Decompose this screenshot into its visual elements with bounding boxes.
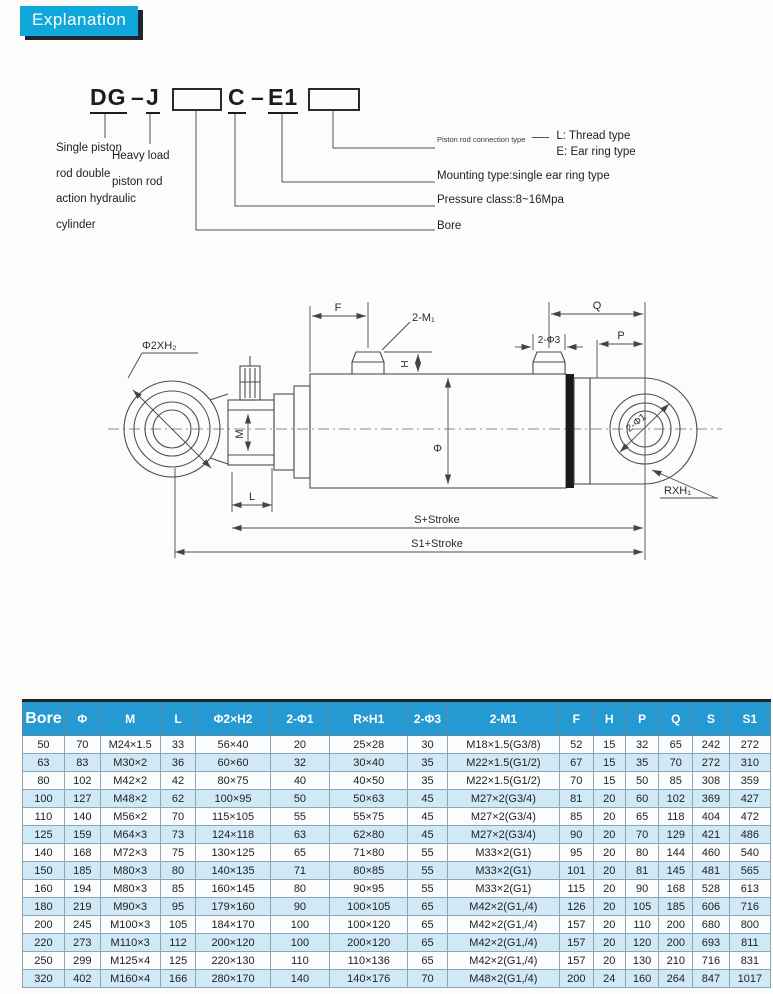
table-cell: 460 xyxy=(693,844,730,862)
table-row xyxy=(23,862,771,880)
table-cell: 70 xyxy=(160,808,196,826)
table-cell: 130×125 xyxy=(196,844,270,862)
table-cell: M22×1.5(G1/2) xyxy=(447,772,559,790)
table-cell: 359 xyxy=(729,772,770,790)
table-cell: 81 xyxy=(559,790,593,808)
table-cell: 242 xyxy=(693,736,730,754)
table-row xyxy=(23,916,771,934)
table-cell: M42×2(G1,/4) xyxy=(447,916,559,934)
table-cell: 320 xyxy=(23,970,65,988)
table-cell: 847 xyxy=(693,970,730,988)
table-cell: 20 xyxy=(593,952,625,970)
table-cell: 105 xyxy=(160,916,196,934)
code-pressure-class: C xyxy=(228,84,246,114)
table-cell: 63 xyxy=(23,754,65,772)
table-cell: 472 xyxy=(729,808,770,826)
table-cell: 45 xyxy=(408,826,448,844)
table-cell: 486 xyxy=(729,826,770,844)
column-header: R×H1 xyxy=(330,701,408,736)
dim-label-s-stroke: S+Stroke xyxy=(414,514,460,526)
table-cell: M80×3 xyxy=(100,880,160,898)
table-cell: 100 xyxy=(23,790,65,808)
table-cell: M33×2(G1) xyxy=(447,880,559,898)
table-cell: 73 xyxy=(160,826,196,844)
table-cell: 60 xyxy=(625,790,659,808)
table-cell: 264 xyxy=(659,970,693,988)
table-cell: 299 xyxy=(64,952,100,970)
dim-label-2phi3: 2-Φ3 xyxy=(537,335,561,346)
table-cell: 52 xyxy=(559,736,593,754)
table-cell: 90 xyxy=(559,826,593,844)
table-cell: 124×118 xyxy=(196,826,270,844)
table-cell: 716 xyxy=(693,952,730,970)
table-cell: 40 xyxy=(270,772,330,790)
table-cell: 20 xyxy=(593,880,625,898)
table-cell: 125 xyxy=(23,826,65,844)
table-row xyxy=(23,736,771,754)
table-cell: 200×120 xyxy=(196,934,270,952)
table-cell: 55 xyxy=(270,808,330,826)
table-cell: 80 xyxy=(625,844,659,862)
table-cell: 56×40 xyxy=(196,736,270,754)
dim-label-phi: Φ xyxy=(433,443,442,455)
dim-label-p: P xyxy=(617,330,625,342)
table-cell: 540 xyxy=(729,844,770,862)
table-cell: 65 xyxy=(659,736,693,754)
column-header: 2-M1 xyxy=(447,701,559,736)
table-cell: 75 xyxy=(160,844,196,862)
table-cell: 160 xyxy=(625,970,659,988)
table-cell: M33×2(G1) xyxy=(447,862,559,880)
table-cell: 67 xyxy=(559,754,593,772)
table-cell: 127 xyxy=(64,790,100,808)
table-cell: 50 xyxy=(270,790,330,808)
table-cell: 110 xyxy=(23,808,65,826)
table-cell: 55 xyxy=(408,844,448,862)
table-cell: M30×2 xyxy=(100,754,160,772)
table-cell: 85 xyxy=(559,808,593,826)
table-cell: 55 xyxy=(408,862,448,880)
table-cell: 800 xyxy=(729,916,770,934)
dimensions-table-wrap xyxy=(22,699,771,988)
table-cell: 20 xyxy=(593,808,625,826)
table-cell: 140×135 xyxy=(196,862,270,880)
table-cell: M24×1.5 xyxy=(100,736,160,754)
table-cell: 168 xyxy=(659,880,693,898)
table-cell: 402 xyxy=(64,970,100,988)
table-cell: 831 xyxy=(729,952,770,970)
table-cell: 24 xyxy=(593,970,625,988)
table-row xyxy=(23,898,771,916)
code-bore-box xyxy=(172,88,222,111)
label-rod-connection: Piston rod connection type xyxy=(437,135,526,144)
table-cell: 70 xyxy=(64,736,100,754)
table-cell: 45 xyxy=(408,790,448,808)
dim-label-2m1: 2-M₁ xyxy=(412,312,435,324)
table-row xyxy=(23,754,771,772)
table-cell: 245 xyxy=(64,916,100,934)
table-cell: 200 xyxy=(659,934,693,952)
code-series: DG xyxy=(90,84,127,114)
table-cell: 210 xyxy=(659,952,693,970)
table-cell: 32 xyxy=(270,754,330,772)
table-cell: 70 xyxy=(625,826,659,844)
label-pressure: Pressure class:8~16Mpa xyxy=(437,194,564,206)
table-cell: 102 xyxy=(659,790,693,808)
table-row xyxy=(23,790,771,808)
column-header: S1 xyxy=(729,701,770,736)
table-cell: 20 xyxy=(593,898,625,916)
table-cell: 55×75 xyxy=(330,808,408,826)
table-cell: 50×63 xyxy=(330,790,408,808)
table-cell: 80×85 xyxy=(330,862,408,880)
table-cell: 1017 xyxy=(729,970,770,988)
table-cell: 118 xyxy=(659,808,693,826)
table-cell: 101 xyxy=(559,862,593,880)
table-row xyxy=(23,934,771,952)
table-cell: 125 xyxy=(160,952,196,970)
table-cell: 40×50 xyxy=(330,772,408,790)
label-line: rod double xyxy=(56,167,111,180)
table-cell: 95 xyxy=(160,898,196,916)
table-cell: 30×40 xyxy=(330,754,408,772)
column-header: 2-Φ3 xyxy=(408,701,448,736)
column-header: Q xyxy=(659,701,693,736)
table-cell: 140 xyxy=(23,844,65,862)
label-connection-options xyxy=(556,128,635,160)
explanation-badge: Explanation xyxy=(20,6,138,36)
table-cell: M90×3 xyxy=(100,898,160,916)
table-cell: M64×3 xyxy=(100,826,160,844)
table-cell: 272 xyxy=(729,736,770,754)
dim-label-q: Q xyxy=(592,300,602,312)
table-cell: 115×105 xyxy=(196,808,270,826)
table-cell: 168 xyxy=(64,844,100,862)
table-cell: 130 xyxy=(625,952,659,970)
table-cell: M125×4 xyxy=(100,952,160,970)
table-cell: 60×60 xyxy=(196,754,270,772)
table-cell: 102 xyxy=(64,772,100,790)
table-cell: 100 xyxy=(270,916,330,934)
table-cell: M48×2 xyxy=(100,790,160,808)
table-cell: 120 xyxy=(625,934,659,952)
table-cell: 150 xyxy=(23,862,65,880)
table-cell: 157 xyxy=(559,916,593,934)
table-row xyxy=(23,970,771,988)
table-cell: M42×2(G1,/4) xyxy=(447,952,559,970)
code-dash-1: – xyxy=(131,84,145,110)
table-cell: 20 xyxy=(270,736,330,754)
table-cell: 45 xyxy=(408,808,448,826)
table-cell: M160×4 xyxy=(100,970,160,988)
column-header: F xyxy=(559,701,593,736)
table-cell: 427 xyxy=(729,790,770,808)
table-cell: 481 xyxy=(693,862,730,880)
table-row xyxy=(23,772,771,790)
label-heavy-load xyxy=(112,143,170,195)
table-row xyxy=(23,844,771,862)
table-cell: 100×105 xyxy=(330,898,408,916)
table-cell: 369 xyxy=(693,790,730,808)
table-cell: 219 xyxy=(64,898,100,916)
table-cell: 33 xyxy=(160,736,196,754)
table-cell: 63 xyxy=(270,826,330,844)
table-cell: 62 xyxy=(160,790,196,808)
dim-label-2phi1: 2-Φ1 xyxy=(624,411,649,435)
label-line: Single piston xyxy=(56,142,122,154)
table-cell: 95 xyxy=(559,844,593,862)
column-header: M xyxy=(100,701,160,736)
table-cell: 716 xyxy=(729,898,770,916)
table-cell: 421 xyxy=(693,826,730,844)
table-cell: 20 xyxy=(593,934,625,952)
table-cell: 115 xyxy=(559,880,593,898)
label-ear-ring-type: E: Ear ring type xyxy=(556,146,636,158)
table-cell: 36 xyxy=(160,754,196,772)
table-cell: 15 xyxy=(593,754,625,772)
table-cell: 42 xyxy=(160,772,196,790)
table-cell: 20 xyxy=(593,790,625,808)
table-cell: 70 xyxy=(659,754,693,772)
table-cell: 308 xyxy=(693,772,730,790)
table-cell: M42×2(G1,/4) xyxy=(447,898,559,916)
table-row xyxy=(23,880,771,898)
table-cell: 71×80 xyxy=(330,844,408,862)
column-header: P xyxy=(625,701,659,736)
table-cell: 160×145 xyxy=(196,880,270,898)
column-header: H xyxy=(593,701,625,736)
table-cell: M72×3 xyxy=(100,844,160,862)
table-cell: 81 xyxy=(625,862,659,880)
table-cell: 20 xyxy=(593,862,625,880)
table-cell: M42×2 xyxy=(100,772,160,790)
dim-label-phi2xh2: Φ2XH₂ xyxy=(142,340,177,352)
table-cell: 65 xyxy=(270,844,330,862)
table-cell: 200×120 xyxy=(330,934,408,952)
column-header: L xyxy=(160,701,196,736)
table-cell: 85 xyxy=(160,880,196,898)
table-cell: 70 xyxy=(559,772,593,790)
table-cell: 110 xyxy=(625,916,659,934)
label-rod-connection-group xyxy=(437,128,636,160)
table-cell: 404 xyxy=(693,808,730,826)
table-cell: 606 xyxy=(693,898,730,916)
table-cell: M48×2(G1,/4) xyxy=(447,970,559,988)
table-cell: 528 xyxy=(693,880,730,898)
table-cell: 65 xyxy=(625,808,659,826)
table-cell: 25×28 xyxy=(330,736,408,754)
label-line: piston rod xyxy=(112,176,163,188)
table-cell: 90×95 xyxy=(330,880,408,898)
table-cell: 30 xyxy=(408,736,448,754)
table-cell: M80×3 xyxy=(100,862,160,880)
table-cell: 145 xyxy=(659,862,693,880)
column-header: S xyxy=(693,701,730,736)
table-cell: M27×2(G3/4) xyxy=(447,826,559,844)
dim-label-f: F xyxy=(334,302,342,314)
cylinder-outline xyxy=(124,352,697,488)
table-cell: 83 xyxy=(64,754,100,772)
table-cell: 200 xyxy=(23,916,65,934)
dimensions-table-body xyxy=(23,736,771,988)
table-cell: 220×130 xyxy=(196,952,270,970)
table-cell: 80 xyxy=(270,880,330,898)
table-cell: 35 xyxy=(408,772,448,790)
table-cell: 100×120 xyxy=(330,916,408,934)
table-cell: 110×136 xyxy=(330,952,408,970)
table-cell: 179×160 xyxy=(196,898,270,916)
table-cell: 32 xyxy=(625,736,659,754)
table-row xyxy=(23,808,771,826)
dash-line xyxy=(532,137,549,138)
table-cell: 71 xyxy=(270,862,330,880)
table-cell: 62×80 xyxy=(330,826,408,844)
table-cell: 180 xyxy=(23,898,65,916)
table-cell: 20 xyxy=(593,916,625,934)
table-row xyxy=(23,952,771,970)
table-cell: M27×2(G3/4) xyxy=(447,808,559,826)
dim-label-h: H xyxy=(400,360,411,368)
table-cell: 35 xyxy=(408,754,448,772)
table-cell: 185 xyxy=(659,898,693,916)
table-cell: 613 xyxy=(729,880,770,898)
table-header-row xyxy=(23,701,771,736)
table-cell: 55 xyxy=(408,880,448,898)
table-cell: 65 xyxy=(408,934,448,952)
table-cell: 110 xyxy=(270,952,330,970)
label-line: action hydraulic xyxy=(56,193,136,205)
table-cell: 70 xyxy=(408,970,448,988)
table-cell: 90 xyxy=(625,880,659,898)
table-cell: 105 xyxy=(625,898,659,916)
code-dash-2: – xyxy=(251,84,265,110)
table-cell: 680 xyxy=(693,916,730,934)
table-cell: 272 xyxy=(693,754,730,772)
column-header: Φ xyxy=(64,701,100,736)
label-thread-type: L: Thread type xyxy=(556,130,631,142)
table-cell: 273 xyxy=(64,934,100,952)
code-rod-connection-box xyxy=(308,88,360,111)
table-cell: 200 xyxy=(659,916,693,934)
table-cell: 50 xyxy=(23,736,65,754)
table-cell: 90 xyxy=(270,898,330,916)
table-cell: 20 xyxy=(593,826,625,844)
dim-label-m: M xyxy=(234,429,246,439)
table-cell: 20 xyxy=(593,844,625,862)
dim-label-s1-stroke: S1+Stroke xyxy=(411,538,463,550)
table-cell: M42×2(G1,/4) xyxy=(447,934,559,952)
table-cell: 166 xyxy=(160,970,196,988)
table-cell: 160 xyxy=(23,880,65,898)
table-cell: 100×95 xyxy=(196,790,270,808)
table-cell: 15 xyxy=(593,772,625,790)
table-cell: M22×1.5(G1/2) xyxy=(447,754,559,772)
label-mounting: Mounting type:single ear ring type xyxy=(437,170,610,182)
code-heavy-load: J xyxy=(146,84,160,114)
table-cell: 250 xyxy=(23,952,65,970)
table-cell: 129 xyxy=(659,826,693,844)
label-line: cylinder xyxy=(56,218,96,231)
table-cell: 112 xyxy=(160,934,196,952)
table-cell: M100×3 xyxy=(100,916,160,934)
table-cell: 65 xyxy=(408,952,448,970)
table-cell: 157 xyxy=(559,934,593,952)
table-cell: 35 xyxy=(625,754,659,772)
table-cell: 157 xyxy=(559,952,593,970)
table-cell: 185 xyxy=(64,862,100,880)
table-cell: 184×170 xyxy=(196,916,270,934)
table-cell: 65 xyxy=(408,898,448,916)
table-cell: 50 xyxy=(625,772,659,790)
table-cell: M33×2(G1) xyxy=(447,844,559,862)
table-cell: M56×2 xyxy=(100,808,160,826)
table-cell: 80 xyxy=(160,862,196,880)
column-header: Bore xyxy=(23,701,65,736)
table-cell: 80×75 xyxy=(196,772,270,790)
table-cell: 310 xyxy=(729,754,770,772)
table-row xyxy=(23,826,771,844)
table-cell: 220 xyxy=(23,934,65,952)
column-header: 2-Φ1 xyxy=(270,701,330,736)
table-cell: 811 xyxy=(729,934,770,952)
label-bore: Bore xyxy=(437,220,462,232)
label-line: Heavy load xyxy=(112,150,170,162)
column-header: Φ2×H2 xyxy=(196,701,270,736)
table-cell: 693 xyxy=(693,934,730,952)
dim-label-l: L xyxy=(248,491,256,503)
code-mounting: E1 xyxy=(268,84,298,114)
table-cell: 80 xyxy=(23,772,65,790)
table-cell: 15 xyxy=(593,736,625,754)
table-cell: 140 xyxy=(64,808,100,826)
table-cell: 100 xyxy=(270,934,330,952)
table-cell: 200 xyxy=(559,970,593,988)
table-cell: 144 xyxy=(659,844,693,862)
table-cell: 65 xyxy=(408,916,448,934)
dim-label-rxh1: RXH₁ xyxy=(664,485,691,497)
table-cell: 280×170 xyxy=(196,970,270,988)
table-cell: 565 xyxy=(729,862,770,880)
table-cell: 85 xyxy=(659,772,693,790)
table-cell: 159 xyxy=(64,826,100,844)
table-cell: M27×2(G3/4) xyxy=(447,790,559,808)
table-cell: 126 xyxy=(559,898,593,916)
table-cell: 140×176 xyxy=(330,970,408,988)
table-cell: M110×3 xyxy=(100,934,160,952)
table-cell: 194 xyxy=(64,880,100,898)
dimensions-table xyxy=(22,699,771,988)
table-cell: 140 xyxy=(270,970,330,988)
table-cell: M18×1.5(G3/8) xyxy=(447,736,559,754)
cylinder-technical-drawing xyxy=(0,270,773,580)
